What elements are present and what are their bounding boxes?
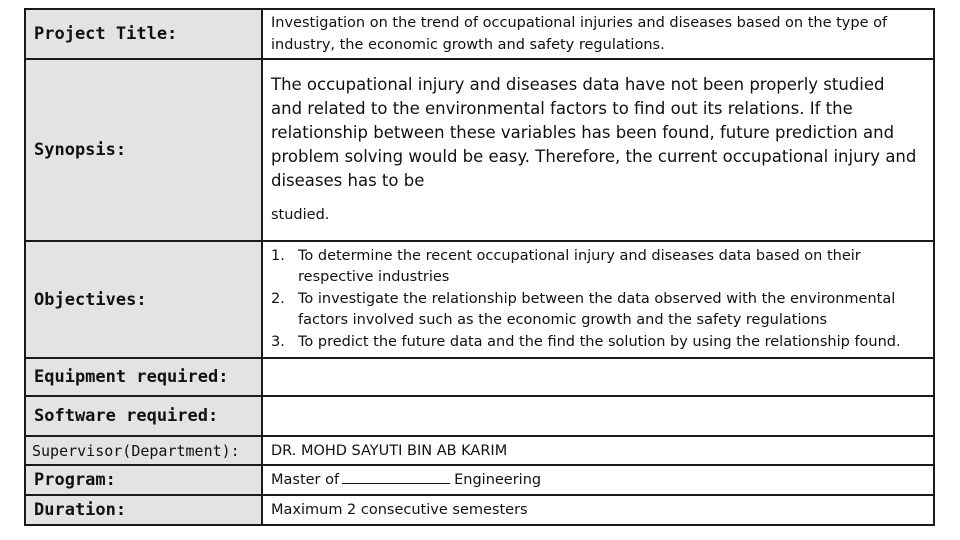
synopsis-cell — [262, 59, 934, 241]
synopsis-label: Synopsis: — [25, 59, 262, 241]
row-supervisor — [25, 436, 934, 465]
row-synopsis — [25, 59, 934, 241]
supervisor-value: DR. MOHD SAYUTI BIN AB KARIM — [262, 436, 934, 465]
supervisor-label: Supervisor(Department): — [25, 436, 262, 465]
objective-item — [271, 289, 919, 332]
program-value — [262, 465, 934, 495]
software-label: Software required: — [25, 396, 262, 436]
row-objectives — [25, 241, 934, 358]
objective-number: 1. — [271, 247, 285, 264]
objectives-list — [271, 246, 919, 354]
row-software — [25, 396, 934, 436]
program-label: Program: — [25, 465, 262, 495]
objective-item — [271, 246, 919, 289]
synopsis-text: The occupational injury and diseases data have not been properly studied and related to the environmental factors to find out its relations. If the relationship between these variables has been found, future prediction and problem solving would be easy. Therefore, the current occupational injury and diseases has to be — [271, 75, 917, 190]
program-suffix: Engineering — [454, 472, 542, 488]
objective-text: To predict the future data and the find the solution by using the relationship found. — [298, 333, 901, 350]
objective-text: To investigate the relationship between the data observed with the environmental factors involved such as the economic growth and the safety regulations — [298, 290, 896, 329]
project-form-table — [24, 8, 935, 526]
objectives-cell — [262, 241, 934, 358]
row-project-title — [25, 9, 934, 59]
row-duration — [25, 495, 934, 525]
equipment-label: Equipment required: — [25, 358, 262, 396]
objective-number: 2. — [271, 290, 285, 307]
program-prefix: Master of — [271, 472, 340, 488]
row-program — [25, 465, 934, 495]
objective-item — [271, 332, 919, 354]
objective-text: To determine the recent occupational injury and diseases data based on their respective industries — [298, 247, 861, 286]
software-value — [262, 396, 934, 436]
duration-label: Duration: — [25, 495, 262, 525]
program-blank-line — [342, 469, 450, 484]
objectives-label: Objectives: — [25, 241, 262, 358]
objective-number: 3. — [271, 333, 285, 350]
duration-value: Maximum 2 consecutive semesters — [262, 495, 934, 525]
equipment-value — [262, 358, 934, 396]
synopsis-tail: studied. — [271, 207, 330, 223]
project-title-value: Investigation on the trend of occupational injuries and diseases based on the type of industry, the economic growth and safety regulations. — [262, 9, 934, 59]
project-title-label: Project Title: — [25, 9, 262, 59]
row-equipment — [25, 358, 934, 396]
